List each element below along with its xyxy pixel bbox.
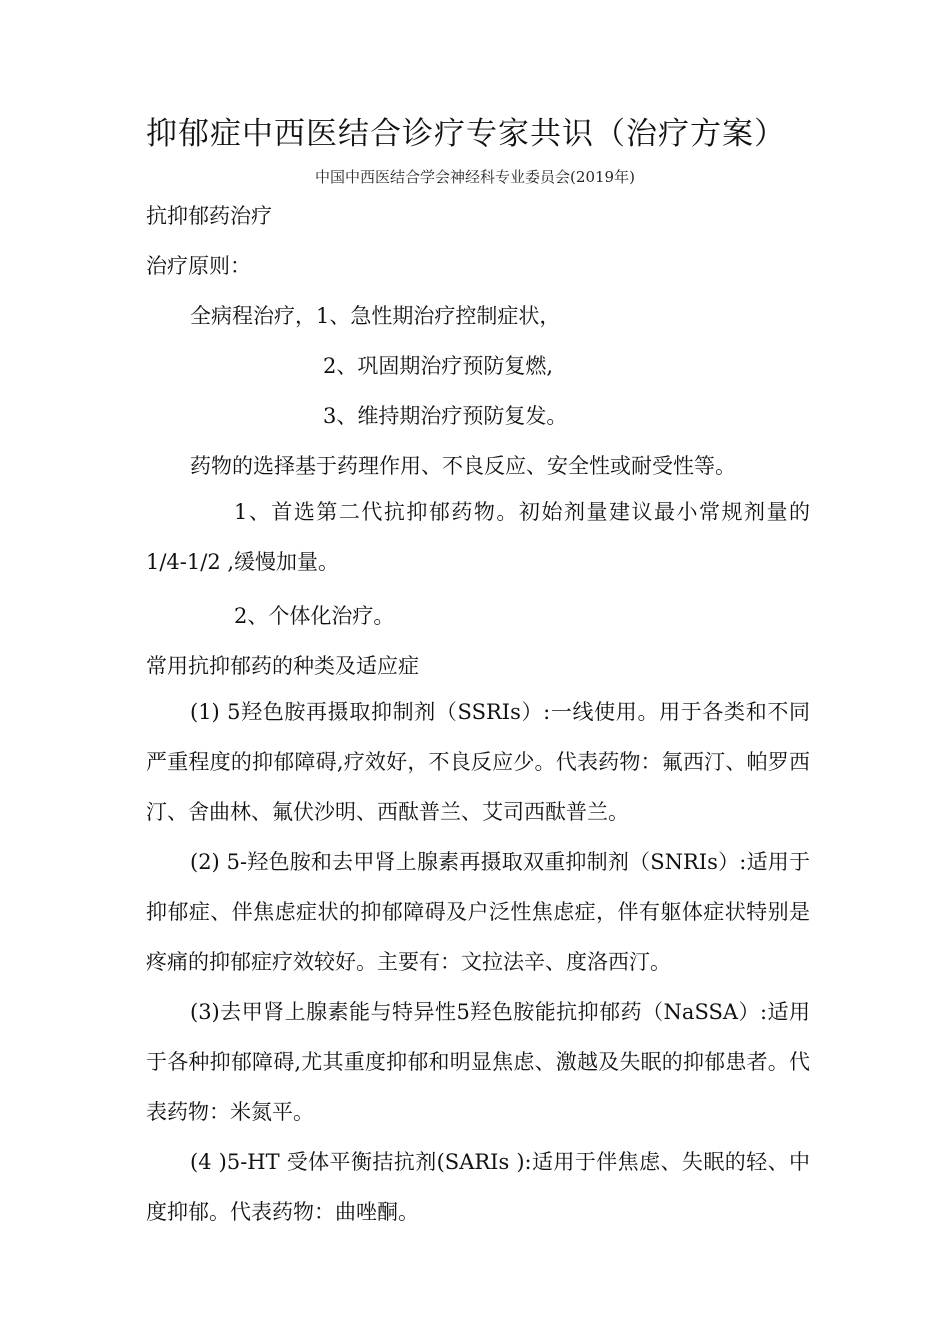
drug-class-ssri-paragraph: (1) 5羟色胺再摄取抑制剂（SSRIs）:一线使用。用于各类和不同严重程度的抑郁障碍,疗效好，不良反应少。代表药物：氟西汀、帕罗西汀、舍曲林、氟伏沙明、西酞普兰、艾司西酞普兰。 xyxy=(146,700,810,824)
document-title: 抑郁症中西医结合诊疗专家共识（治疗方案） xyxy=(146,116,786,152)
principles-heading: 治疗原则： xyxy=(146,254,251,278)
section-heading: 抗抑郁药治疗 xyxy=(146,204,272,228)
document-subtitle: 中国中西医结合学会神经科专业委员会(2019年) xyxy=(315,168,635,186)
drug-selection-paragraph: 药物的选择基于药理作用、不良反应、安全性或耐受性等。 xyxy=(190,454,736,478)
types-heading: 常用抗抑郁药的种类及适应症 xyxy=(146,654,419,678)
drug-class-sari-paragraph: (4 )5-HT 受体平衡拮抗剂(SARIs ):适用于伴焦虑、失眠的轻、中度抑郁。代表药物：曲唑酮。 xyxy=(146,1150,810,1224)
principle-line-1: 全病程治疗，1、急性期治疗控制症状， xyxy=(190,304,561,328)
drug-class-snri-paragraph: (2) 5-羟色胺和去甲肾上腺素再摄取双重抑制剂（SNRIs）:适用于抑郁症、伴焦虑症状的抑郁障碍及户泛性焦虑症，伴有躯体症状特别是疼痛的抑郁症疗效较好。主要有：文拉法辛、度洛西汀。 xyxy=(146,850,810,974)
first-choice-paragraph: 1、首选第二代抗抑郁药物。初始剂量建议最小常规剂量的1/4-1/2 ,缓慢加量。 xyxy=(146,500,810,574)
drug-class-nassa-paragraph: (3)去甲肾上腺素能与特异性5羟色胺能抗抑郁药（NaSSA）:适用于各种抑郁障碍,尤其重度抑郁和明显焦虑、激越及失眠的抑郁患者。代表药物：米氮平。 xyxy=(146,1000,810,1124)
individualized-treatment-item: 2、个体化治疗。 xyxy=(234,604,395,628)
principle-line-2: 2、巩固期治疗预防复燃, xyxy=(323,354,554,378)
principle-line-3: 3、维持期治疗预防复发。 xyxy=(323,404,568,428)
